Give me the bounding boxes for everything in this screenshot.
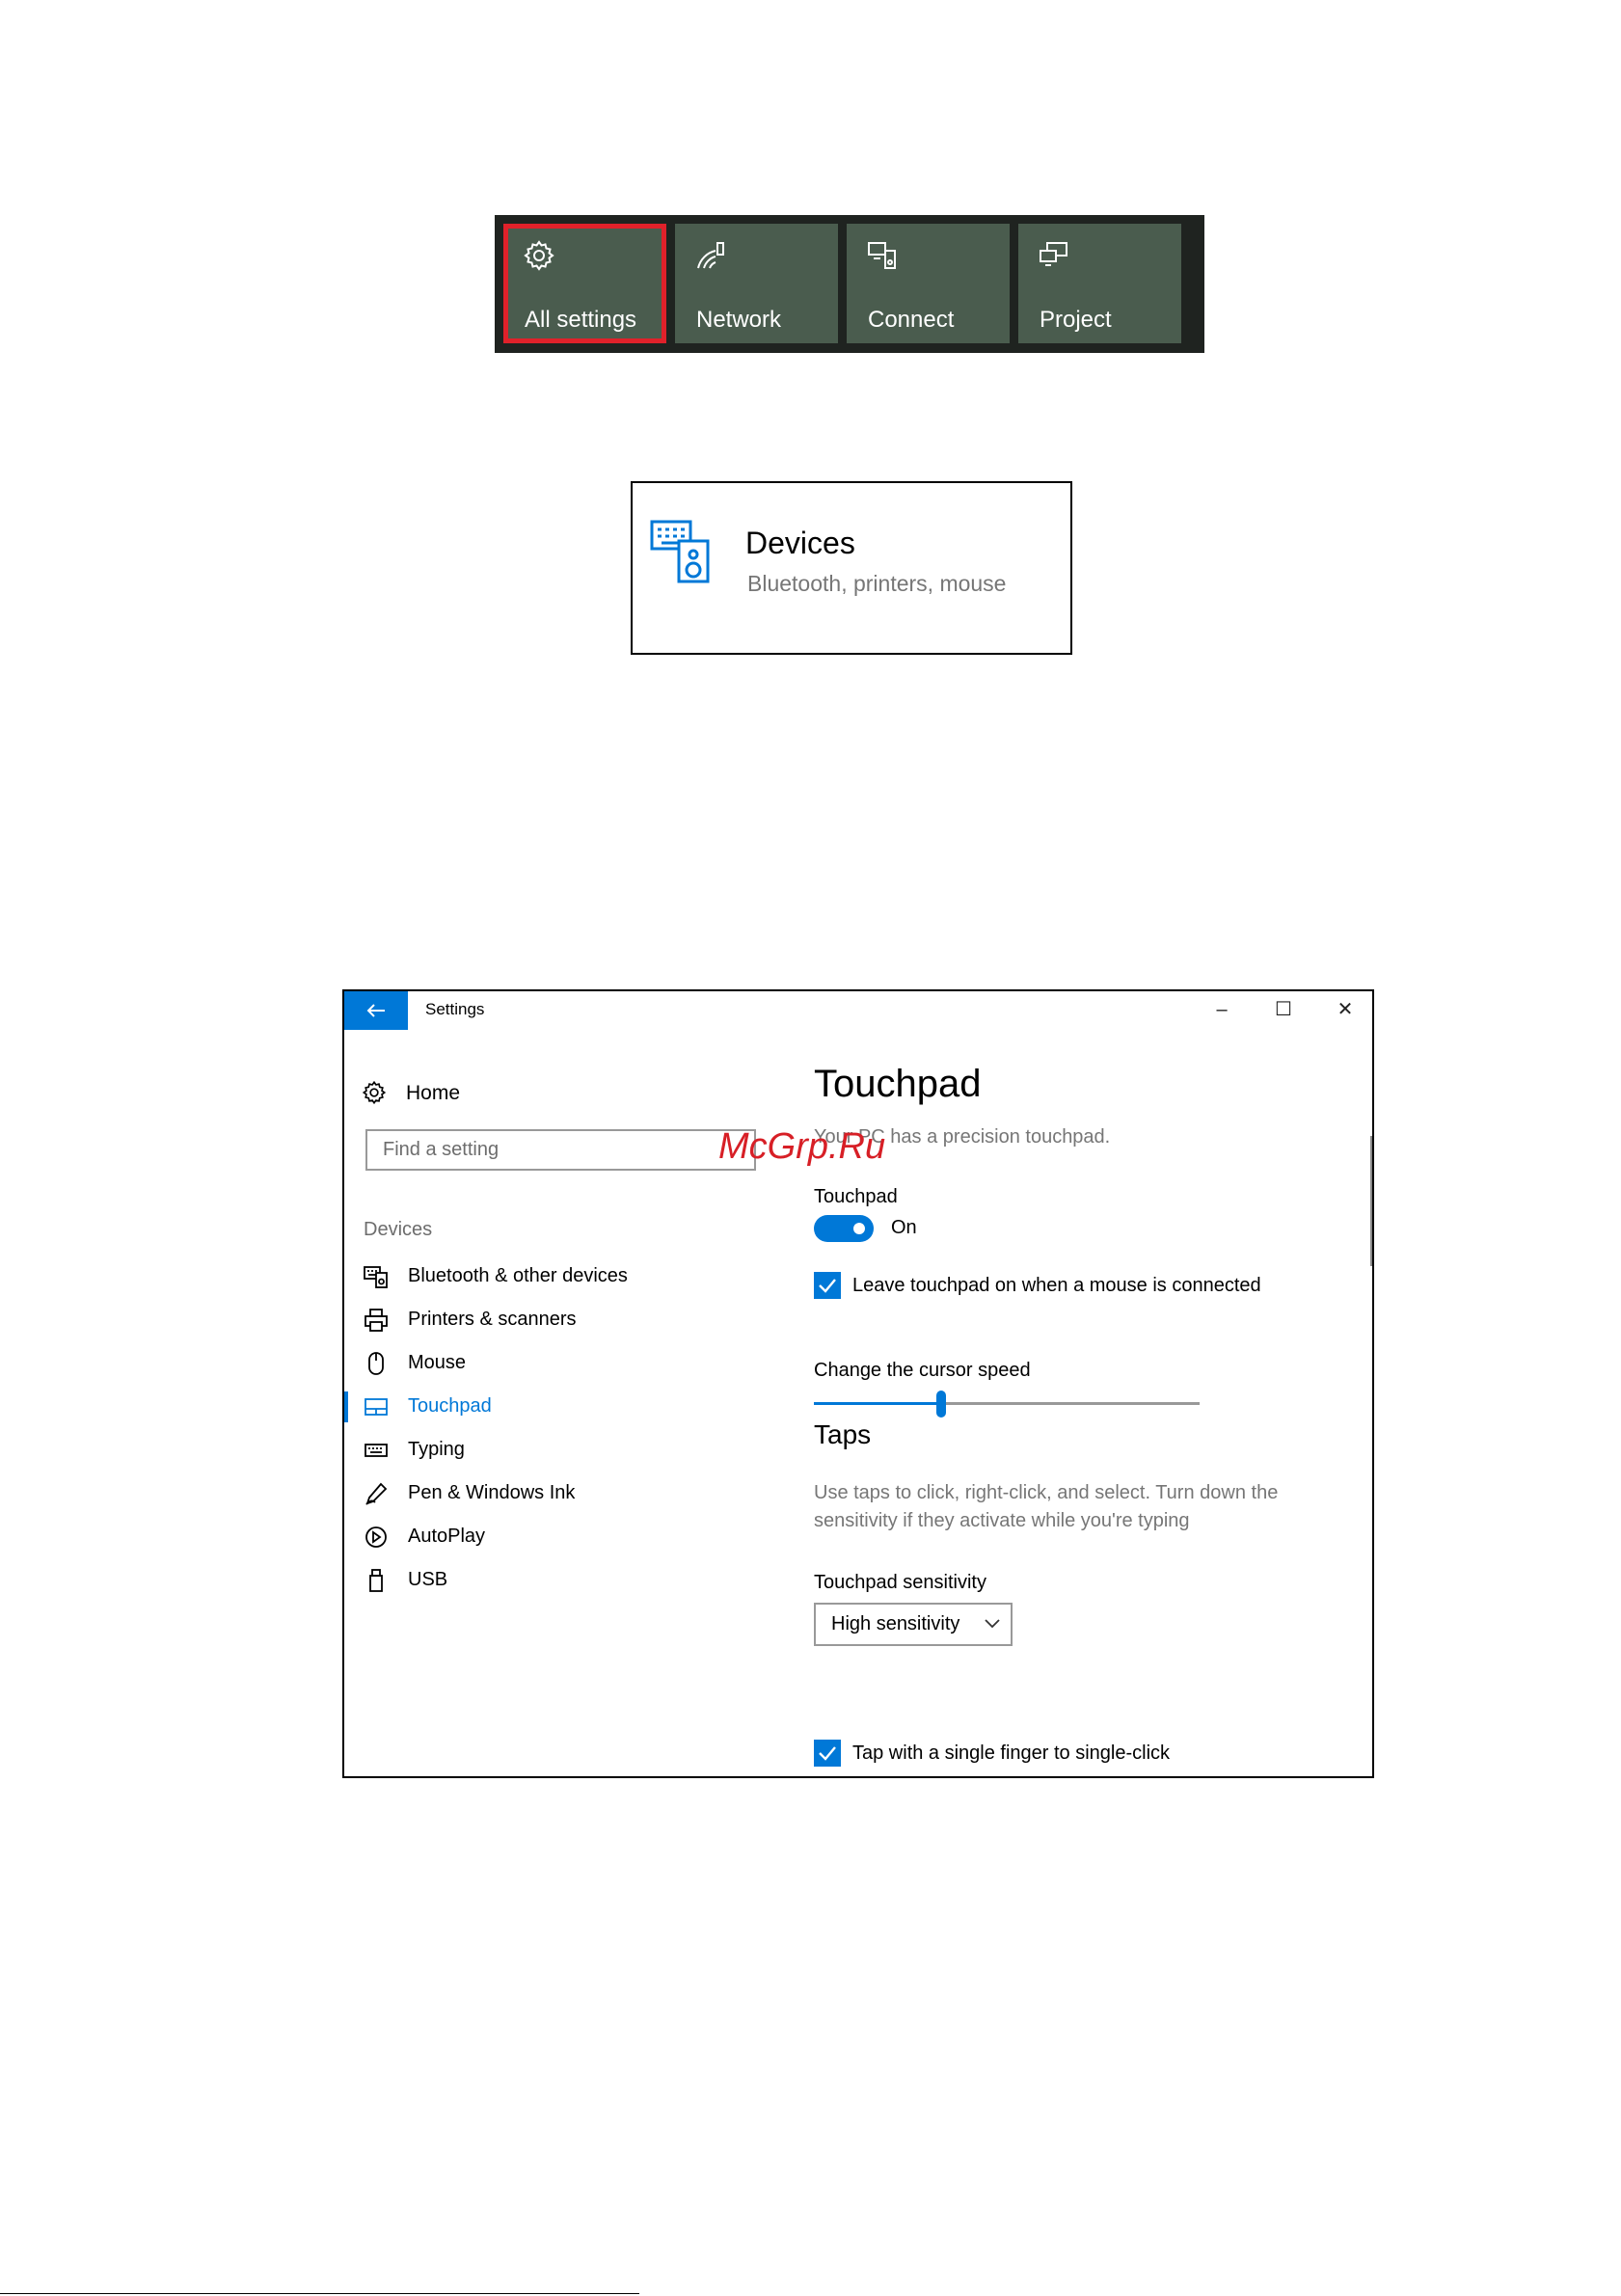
- sidebar-item-bluetooth[interactable]: [344, 1256, 769, 1298]
- sidebar-item-mouse[interactable]: [344, 1342, 769, 1385]
- title-bar: [344, 991, 1372, 1030]
- touchpad-toggle-label: Touchpad: [814, 1186, 898, 1207]
- touchpad-toggle-state: On: [891, 1217, 917, 1238]
- all-settings-tile[interactable]: [503, 224, 666, 343]
- sidebar-item-usb[interactable]: [344, 1559, 769, 1602]
- sidebar-item-label: Printers & scanners: [408, 1309, 577, 1330]
- back-arrow-icon: [366, 997, 386, 1021]
- taps-heading: Taps: [814, 1419, 872, 1449]
- card-subtitle: Bluetooth, printers, mouse: [747, 571, 1007, 596]
- settings-window: [342, 989, 1374, 1778]
- sidebar-item-printers[interactable]: [344, 1299, 769, 1341]
- pen-icon: [364, 1481, 389, 1506]
- taps-description: Use taps to click, right-click, and select. Turn down the sensitivity if they activate while you're typing: [814, 1482, 1279, 1531]
- project-tile[interactable]: [1018, 224, 1181, 343]
- card-title: Devices: [745, 526, 855, 560]
- cursor-speed-slider[interactable]: [814, 1384, 1200, 1422]
- sidebar-item-label: Bluetooth & other devices: [408, 1265, 628, 1286]
- sidebar-item-label: USB: [408, 1569, 448, 1590]
- sidebar-item-label: Touchpad: [408, 1395, 492, 1417]
- tile-label: All settings: [525, 307, 637, 333]
- tile-label: Project: [1040, 307, 1112, 333]
- usb-icon: [364, 1568, 389, 1593]
- devices-category-card[interactable]: [631, 481, 1072, 655]
- window-title: Settings: [425, 1000, 485, 1018]
- sidebar: [344, 1030, 769, 1778]
- search-input[interactable]: [367, 1131, 745, 1169]
- devices-icon: [650, 520, 712, 583]
- tile-label: Network: [696, 307, 782, 333]
- page-description: Your PC has a precision touchpad.: [814, 1126, 1111, 1148]
- watermark-text: McGrp.Ru: [718, 1126, 886, 1167]
- sidebar-item-autoplay[interactable]: [344, 1516, 769, 1558]
- quick-actions-bar: [495, 215, 1204, 353]
- sidebar-item-pen[interactable]: [344, 1472, 769, 1515]
- bluetooth-devices-icon: [364, 1264, 389, 1289]
- sidebar-item-typing[interactable]: [344, 1429, 769, 1472]
- keyboard-icon: [364, 1438, 389, 1463]
- gear-icon: [523, 239, 555, 272]
- printer-icon: [364, 1308, 389, 1333]
- sidebar-item-label: Mouse: [408, 1352, 467, 1373]
- leave-touchpad-on-checkbox[interactable]: [814, 1272, 841, 1299]
- divider: [0, 2293, 639, 2294]
- autoplay-icon: [364, 1525, 389, 1550]
- gear-icon: [362, 1080, 389, 1107]
- sidebar-item-touchpad[interactable]: [344, 1386, 769, 1428]
- connect-tile[interactable]: [847, 224, 1010, 343]
- slider-thumb[interactable]: [936, 1391, 946, 1418]
- page-title: Touchpad: [814, 1063, 982, 1105]
- sensitivity-dropdown[interactable]: [814, 1603, 1013, 1646]
- touchpad-icon: [364, 1394, 389, 1419]
- touchpad-toggle[interactable]: [814, 1215, 874, 1242]
- single-tap-label: Tap with a single finger to single-click: [852, 1742, 1171, 1764]
- close-button[interactable]: [1314, 991, 1374, 1030]
- network-icon: [694, 239, 727, 272]
- sensitivity-label: Touchpad sensitivity: [814, 1572, 986, 1593]
- slider-fill: [814, 1402, 941, 1405]
- cursor-speed-label: Change the cursor speed: [814, 1360, 1031, 1381]
- leave-touchpad-on-label: Leave touchpad on when a mouse is connected: [852, 1275, 1261, 1296]
- tile-label: Connect: [868, 307, 955, 333]
- sidebar-item-label: AutoPlay: [408, 1526, 486, 1547]
- chevron-down-icon: [984, 1616, 1001, 1634]
- close-icon: ✕: [1337, 999, 1354, 1020]
- sidebar-item-label: Typing: [408, 1439, 465, 1460]
- scrollbar[interactable]: [1370, 1136, 1372, 1266]
- touchpad-settings-pane: [814, 1030, 1354, 1778]
- toggle-knob: [853, 1223, 865, 1234]
- maximize-button[interactable]: [1253, 991, 1314, 1030]
- minimize-button[interactable]: [1191, 991, 1253, 1030]
- minimize-icon: –: [1216, 999, 1228, 1020]
- sensitivity-value: High sensitivity: [831, 1613, 960, 1634]
- single-tap-checkbox[interactable]: [814, 1740, 841, 1767]
- search-box: [365, 1129, 756, 1171]
- network-tile[interactable]: [675, 224, 838, 343]
- back-button[interactable]: [344, 991, 408, 1030]
- home-label: Home: [406, 1082, 461, 1104]
- sidebar-item-label: Pen & Windows Ink: [408, 1482, 576, 1503]
- project-icon: [1038, 239, 1070, 272]
- section-heading: Devices: [364, 1219, 433, 1240]
- connect-icon: [866, 239, 899, 272]
- maximize-icon: ☐: [1275, 999, 1292, 1020]
- mouse-icon: [364, 1351, 389, 1376]
